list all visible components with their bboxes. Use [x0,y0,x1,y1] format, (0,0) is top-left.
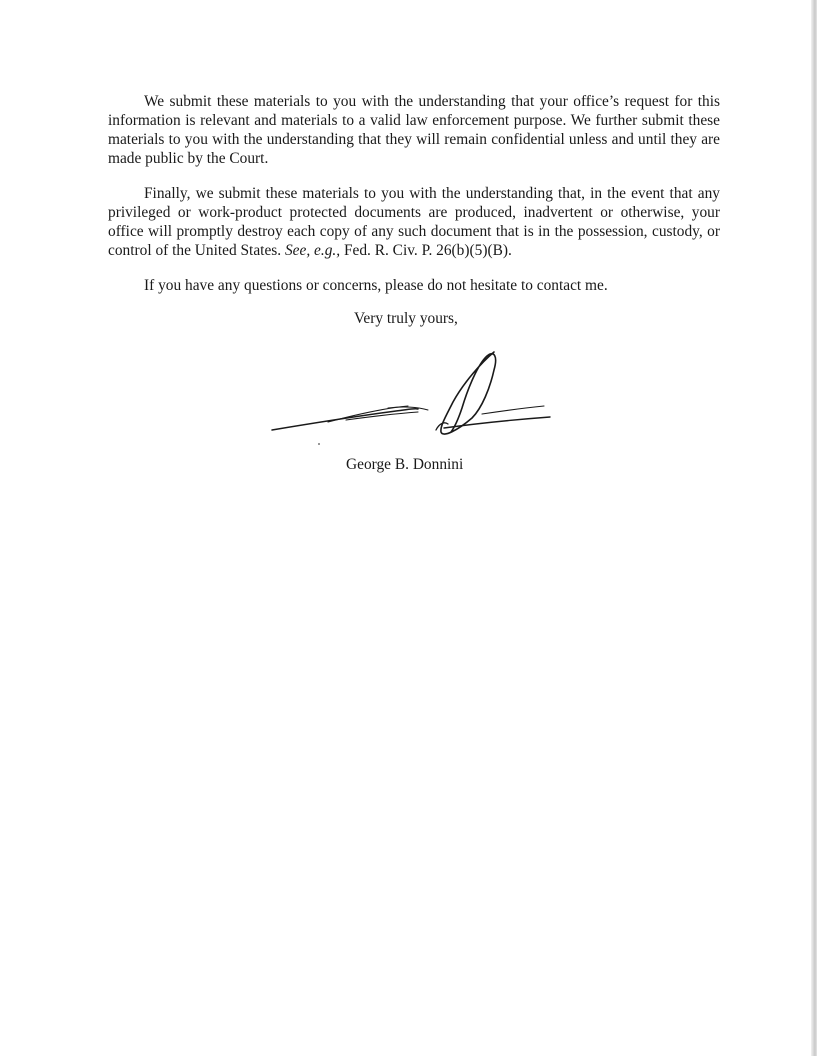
scan-speck [318,443,320,445]
privilege-text: Finally, we submit these materials to you with the understanding that, in the event that any privileged or work-product protected documents are produced, inadvertent or otherwise, your office will promptly destroy each copy of any such document that is in the possession, custody, or control of the United States. [108,185,720,259]
scan-edge [811,0,817,1056]
paragraph-confidentiality: We submit these materials to you with the understanding that your office’s request for this information is relevant and materials to a valid law enforcement purpose. We further submit these materials to you with the understanding that they will remain confidential unless and until they are made public by the Court. [108,93,720,167]
rule-citation: Fed. R. Civ. P. 26(b)(5)(B). [340,242,512,259]
signer-name: George B. Donnini [346,456,464,473]
signature-graphic [268,348,558,440]
paragraph-privilege [108,184,720,260]
letter-body [108,92,720,311]
citation-signal: See, e.g., [284,242,341,259]
complimentary-closing: Very truly yours, [354,310,458,327]
paragraph-contact: If you have any questions or concerns, please do not hesitate to contact me. [144,277,608,294]
